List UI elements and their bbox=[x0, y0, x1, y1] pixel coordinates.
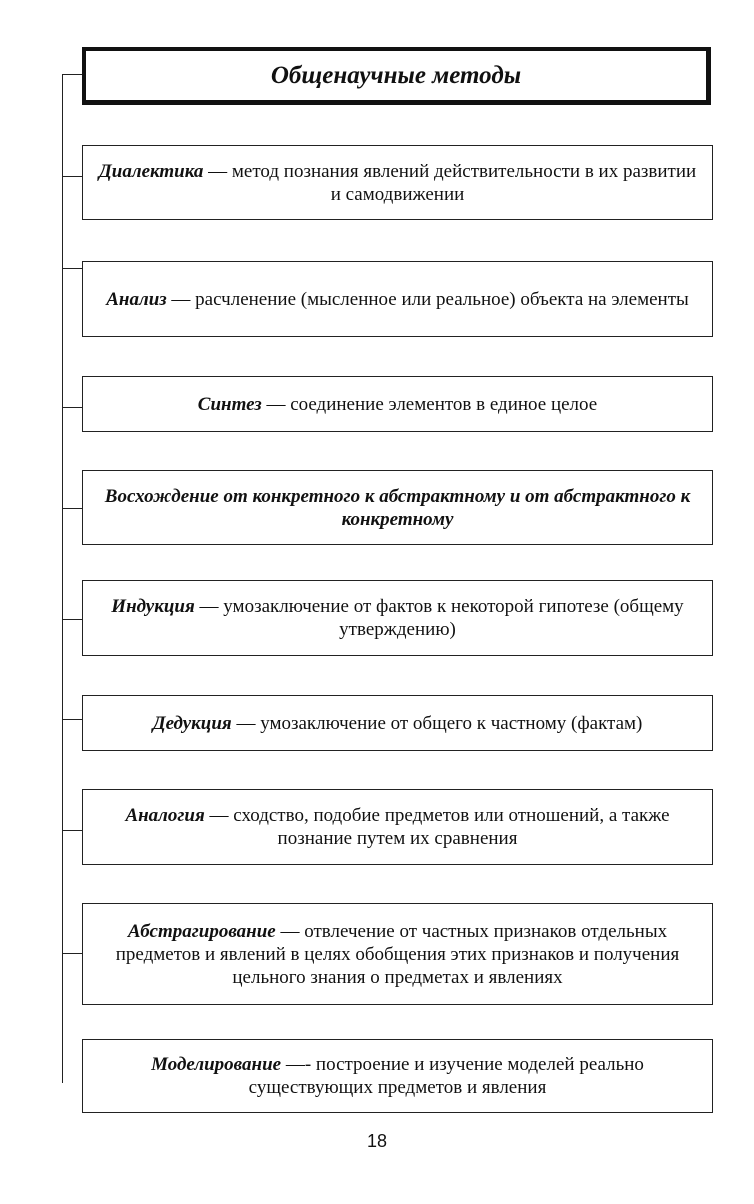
method-text bbox=[93, 804, 702, 850]
method-text bbox=[93, 920, 702, 989]
method-definition: соединение элементов в единое целое bbox=[290, 393, 598, 415]
method-term: Дедукция bbox=[152, 712, 232, 734]
page-number: 18 bbox=[366, 1131, 388, 1151]
method-separator: — bbox=[166, 288, 196, 310]
method-term: Диалектика bbox=[98, 160, 204, 182]
method-box-synthesis bbox=[82, 376, 713, 432]
method-separator: — bbox=[231, 712, 261, 734]
method-text bbox=[93, 595, 702, 641]
method-box-deduction bbox=[82, 695, 713, 751]
connector-tick bbox=[62, 953, 83, 954]
method-definition: расчленение (мысленное или реальное) объекта на элементы bbox=[195, 288, 689, 310]
method-term: Анализ bbox=[106, 288, 167, 310]
method-box-modeling bbox=[82, 1039, 713, 1113]
method-term: Моделирование bbox=[151, 1054, 282, 1075]
method-definition: метод познания явлений действительности в их развитии и самодвижении bbox=[231, 160, 697, 205]
method-separator: — bbox=[261, 393, 291, 415]
method-separator: —- bbox=[281, 1054, 316, 1075]
method-text bbox=[93, 1053, 702, 1099]
method-definition: умозаключение от общего к частному (фактам) bbox=[260, 712, 643, 734]
connector-tick bbox=[62, 619, 83, 620]
method-separator: — bbox=[204, 805, 234, 826]
method-box-induction bbox=[82, 580, 713, 656]
title-box bbox=[82, 47, 711, 105]
method-text bbox=[93, 485, 702, 531]
method-term: Абстрагирование bbox=[127, 920, 276, 942]
connector-tick bbox=[62, 268, 83, 269]
method-box-analysis bbox=[82, 261, 713, 337]
method-definition: построение и изучение моделей реально существующих предметов и явления bbox=[248, 1054, 644, 1098]
method-separator: — bbox=[275, 920, 305, 942]
connector-spine bbox=[62, 74, 63, 1083]
method-box-analogy bbox=[82, 789, 713, 865]
method-definition: отвлечение от частных признаков отдельных предметов и явлений в целях обобщения этих признаков и получения цельного знания о предметах и явлениях bbox=[115, 920, 680, 988]
method-box-dialectics bbox=[82, 145, 713, 220]
method-text bbox=[198, 393, 597, 416]
connector-tick bbox=[62, 176, 83, 177]
method-text bbox=[93, 160, 702, 206]
method-box-ascent bbox=[82, 470, 713, 545]
method-term: Синтез bbox=[197, 393, 262, 415]
diagram-title: Общенаучные методы bbox=[270, 61, 522, 89]
method-separator: — bbox=[194, 596, 224, 617]
method-term: Аналогия bbox=[125, 805, 205, 826]
method-term: Индукция bbox=[111, 596, 195, 617]
method-definition: сходство, подобие предметов или отношений, а также познание путем их сравнения bbox=[233, 805, 670, 849]
method-term: Восхождение от конкретного к абстрактному и от абстрактного к конкретному bbox=[104, 485, 691, 530]
connector-tick bbox=[62, 719, 83, 720]
connector-tick bbox=[62, 830, 83, 831]
method-box-abstraction bbox=[82, 903, 713, 1005]
method-definition: умозаключение от фактов к некоторой гипотезе (общему утверждению) bbox=[223, 596, 684, 640]
method-text bbox=[106, 288, 689, 311]
connector-tick bbox=[62, 508, 83, 509]
method-separator: — bbox=[203, 160, 232, 182]
connector-tick-title bbox=[62, 74, 83, 75]
method-text bbox=[153, 712, 643, 735]
connector-tick bbox=[62, 407, 83, 408]
